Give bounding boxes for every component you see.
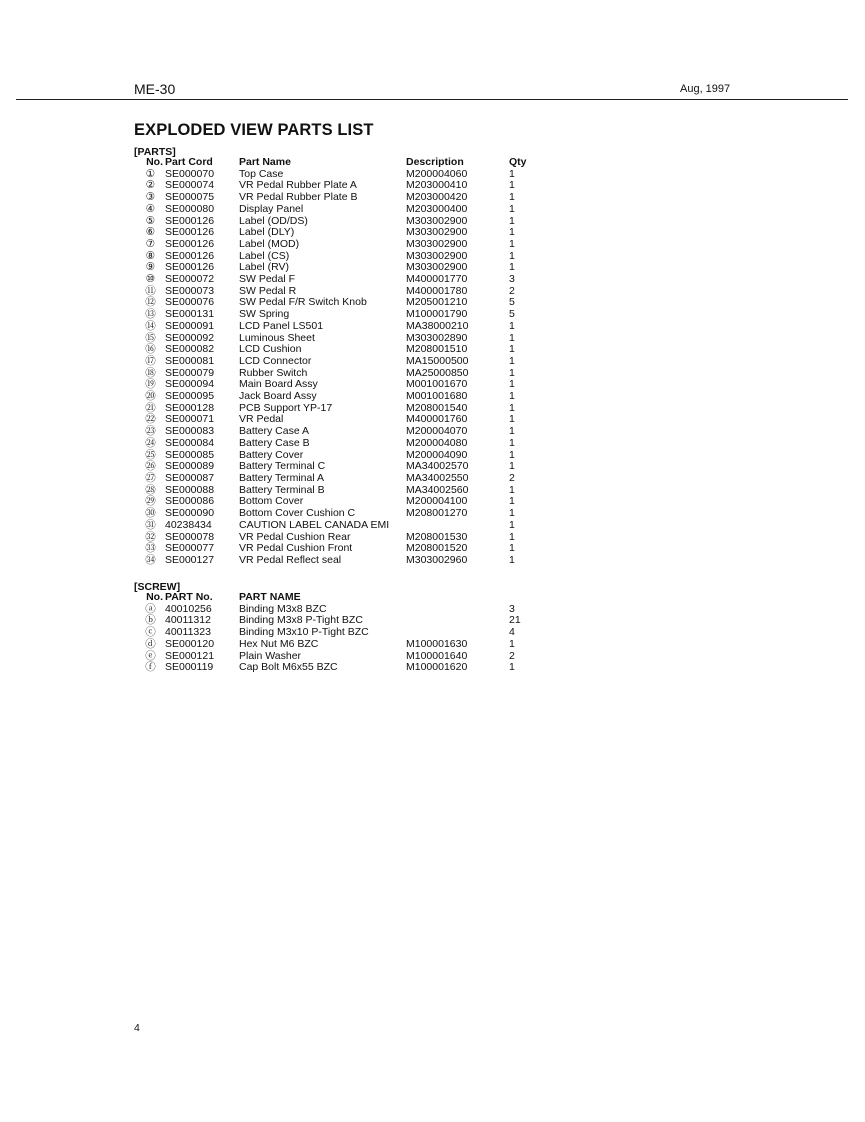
quantity-cell: 1 (509, 354, 515, 367)
item-number-cell: ⓕ (145, 661, 156, 674)
description-cell: M100001630 (406, 637, 468, 650)
item-number-cell: ③ (145, 191, 156, 204)
part-name-cell: CAUTION LABEL CANADA EMI (239, 518, 390, 531)
item-number-cell: ㉞ (145, 553, 156, 566)
part-code-cell: SE000128 (165, 401, 215, 414)
part-code-cell: 40238434 (165, 518, 212, 531)
part-code-cell: SE000088 (165, 483, 215, 496)
quantity-cell: 1 (509, 390, 515, 403)
table-row (136, 473, 549, 485)
part-name-cell: Bottom Cover (239, 495, 304, 508)
quantity-cell: 1 (509, 378, 515, 391)
description-cell (406, 615, 509, 627)
part-name-cell: Binding M3x10 P-Tight BZC (239, 626, 369, 639)
part-name-cell: Battery Terminal A (239, 471, 325, 484)
quantity-cell: 2 (509, 284, 515, 297)
item-number-cell: ⑳ (145, 390, 156, 403)
quantity-cell: 4 (509, 626, 515, 639)
quantity-cell: 1 (509, 495, 515, 508)
quantity-cell: 1 (509, 413, 515, 426)
description-cell: M100001790 (406, 308, 468, 321)
item-number-cell: ⑫ (145, 296, 156, 309)
item-number-cell: ④ (145, 202, 156, 215)
column-header-description (406, 592, 509, 604)
part-code-cell: SE000075 (165, 191, 215, 204)
part-code-cell: SE000094 (165, 378, 215, 391)
part-name-cell: Label (OD/DS) (239, 214, 308, 227)
part-name-cell: Battery Cover (239, 448, 304, 461)
item-number-cell: ㉕ (145, 448, 156, 461)
description-cell: MA15000500 (406, 354, 469, 367)
column-header-part-code: Part Cord (165, 156, 213, 168)
quantity-cell: 1 (509, 436, 515, 449)
description-cell: M303002900 (406, 249, 468, 262)
description-cell: M200004060 (406, 167, 468, 180)
description-cell: M200004090 (406, 448, 468, 461)
part-name-cell: Main Board Assy (239, 378, 318, 391)
item-number-cell: ⑧ (145, 249, 156, 262)
parts-table-header (136, 157, 549, 169)
item-number-cell: ㉙ (145, 495, 156, 508)
document-model: ME-30 (134, 81, 176, 97)
item-number-cell: ⓑ (145, 614, 156, 627)
description-cell: MA38000210 (406, 319, 469, 332)
part-name-cell: Label (CS) (239, 249, 290, 262)
quantity-cell: 1 (509, 542, 515, 555)
part-name-cell: Top Case (239, 167, 284, 180)
table-row (136, 356, 549, 368)
quantity-cell: 21 (509, 614, 521, 627)
part-code-cell: SE000127 (165, 553, 215, 566)
part-code-cell: SE000071 (165, 413, 215, 426)
part-code-cell: SE000080 (165, 202, 215, 215)
part-code-cell: SE000073 (165, 284, 215, 297)
item-number-cell: ⓔ (145, 649, 156, 662)
part-name-cell: Plain Washer (239, 649, 302, 662)
quantity-cell: 5 (509, 296, 515, 309)
header-divider (16, 99, 848, 100)
description-cell: M208001510 (406, 343, 468, 356)
part-code-cell: 40011323 (165, 626, 211, 639)
quantity-cell: 1 (509, 319, 515, 332)
part-code-cell: SE000084 (165, 436, 215, 449)
quantity-cell: 1 (509, 191, 515, 204)
quantity-cell: 1 (509, 249, 515, 262)
item-number-cell: ⑯ (145, 343, 156, 356)
part-name-cell: VR Pedal Cushion Front (239, 542, 353, 555)
item-number-cell: ⑭ (145, 319, 156, 332)
part-code-cell: SE000072 (165, 273, 215, 286)
part-name-cell: Battery Terminal C (239, 460, 326, 473)
description-cell: MA34002560 (406, 483, 469, 496)
quantity-cell: 1 (509, 214, 515, 227)
part-name-cell: Rubber Switch (239, 366, 308, 379)
part-name-cell: VR Pedal Cushion Rear (239, 530, 351, 543)
part-code-cell: SE000126 (165, 226, 215, 239)
item-number-cell: ㉘ (145, 483, 156, 496)
description-cell: M208001270 (406, 507, 468, 520)
part-code-cell: SE000131 (165, 308, 215, 321)
screw-table-header (136, 592, 549, 604)
part-name-cell: LCD Cushion (239, 343, 302, 356)
part-code-cell: SE000120 (165, 637, 215, 650)
item-number-cell: ㉓ (145, 425, 156, 438)
table-row (136, 438, 549, 450)
description-cell: M303002900 (406, 237, 468, 250)
quantity-cell: 5 (509, 308, 515, 321)
quantity-cell: 1 (509, 460, 515, 473)
part-code-cell: SE000119 (165, 661, 214, 674)
part-name-cell: Cap Bolt M6x55 BZC (239, 661, 338, 674)
part-code-cell: SE000081 (165, 354, 215, 367)
part-name-cell: Label (MOD) (239, 237, 300, 250)
item-number-cell: ⑩ (145, 273, 156, 286)
quantity-cell: 1 (509, 401, 515, 414)
quantity-cell: 1 (509, 179, 515, 192)
item-number-cell: ⑤ (145, 214, 156, 227)
description-cell: M200004100 (406, 495, 468, 508)
description-cell: M203000400 (406, 202, 468, 215)
table-row (136, 520, 549, 532)
description-cell: M208001540 (406, 401, 468, 414)
table-row (136, 239, 549, 251)
quantity-cell: 1 (509, 637, 515, 650)
part-name-cell: Label (RV) (239, 261, 289, 274)
description-cell: M001001680 (406, 390, 468, 403)
part-code-cell: 40011312 (165, 614, 211, 627)
table-row (136, 204, 549, 216)
quantity-cell: 1 (509, 366, 515, 379)
part-code-cell: SE000091 (165, 319, 215, 332)
table-row (136, 321, 549, 333)
quantity-cell: 1 (509, 530, 515, 543)
quantity-cell: 1 (509, 661, 515, 674)
description-cell (406, 520, 509, 532)
description-cell: M303002900 (406, 214, 468, 227)
part-name-cell: Luminous Sheet (239, 331, 315, 344)
part-code-cell: SE000076 (165, 296, 215, 309)
item-number-cell: ② (145, 179, 156, 192)
part-name-cell: Battery Terminal B (239, 483, 325, 496)
column-header-qty (509, 592, 549, 604)
page-number: 4 (134, 1022, 140, 1034)
quantity-cell: 1 (509, 483, 515, 496)
column-header-qty: Qty (509, 156, 527, 168)
parts-section-label: [PARTS] (134, 146, 176, 158)
part-name-cell: SW Spring (239, 308, 290, 321)
quantity-cell: 1 (509, 507, 515, 520)
description-cell: M100001640 (406, 649, 468, 662)
item-number-cell: ① (145, 167, 156, 180)
description-cell: M303002900 (406, 226, 468, 239)
description-cell: M400001760 (406, 413, 468, 426)
item-number-cell: ⑰ (145, 354, 156, 367)
quantity-cell: 1 (509, 448, 515, 461)
parts-table (136, 157, 549, 567)
part-code-cell: SE000087 (165, 471, 215, 484)
description-cell: M205001210 (406, 296, 468, 309)
column-header-description: Description (406, 156, 464, 168)
table-row (136, 555, 549, 567)
table-row (136, 662, 549, 674)
item-number-cell: ⑦ (145, 237, 156, 250)
part-code-cell: SE000089 (165, 460, 215, 473)
column-header-no: No. (146, 156, 163, 168)
item-number-cell: ⓓ (145, 637, 156, 650)
column-header-part-no: PART No. (165, 591, 213, 603)
screw-table (136, 592, 549, 674)
item-number-cell: ㉜ (145, 530, 156, 543)
quantity-cell: 1 (509, 553, 515, 566)
table-row (136, 391, 549, 403)
part-code-cell: SE000079 (165, 366, 215, 379)
item-number-cell: ⑬ (145, 308, 156, 321)
part-code-cell: SE000126 (165, 214, 215, 227)
part-name-cell: LCD Panel LS501 (239, 319, 324, 332)
item-number-cell: ㉔ (145, 436, 156, 449)
part-code-cell: SE000086 (165, 495, 215, 508)
description-cell: M100001620 (406, 661, 468, 674)
description-cell: M400001770 (406, 273, 468, 286)
item-number-cell: ㉗ (145, 471, 156, 484)
quantity-cell: 2 (509, 649, 515, 662)
quantity-cell: 1 (509, 518, 515, 531)
part-name-cell: LCD Connector (239, 354, 312, 367)
quantity-cell: 3 (509, 273, 515, 286)
document-date: Aug, 1997 (680, 83, 731, 95)
part-name-cell: Jack Board Assy (239, 390, 317, 403)
part-name-cell: SW Pedal F (239, 273, 296, 286)
screw-section-label: [SCREW] (134, 581, 181, 593)
part-code-cell: SE000082 (165, 343, 215, 356)
item-number-cell: ⑮ (145, 331, 156, 344)
description-cell: MA34002550 (406, 471, 469, 484)
part-name-cell: Hex Nut M6 BZC (239, 637, 319, 650)
item-number-cell: ⑨ (145, 261, 156, 274)
table-row (136, 274, 549, 286)
column-header-part-name: Part Name (239, 156, 291, 168)
part-code-cell: SE000121 (165, 649, 215, 662)
part-name-cell: VR Pedal Rubber Plate A (239, 179, 357, 192)
quantity-cell: 1 (509, 167, 515, 180)
quantity-cell: 1 (509, 261, 515, 274)
page-title: EXPLODED VIEW PARTS LIST (134, 121, 374, 139)
description-cell: M200004070 (406, 425, 468, 438)
part-code-cell: SE000077 (165, 542, 215, 555)
part-code-cell: SE000090 (165, 507, 215, 520)
part-code-cell: SE000092 (165, 331, 215, 344)
part-code-cell: SE000083 (165, 425, 215, 438)
description-cell: M303002890 (406, 331, 468, 344)
item-number-cell: ㉒ (145, 413, 156, 426)
description-cell: M203000420 (406, 191, 468, 204)
table-row (136, 639, 549, 651)
quantity-cell: 1 (509, 331, 515, 344)
quantity-cell: 1 (509, 202, 515, 215)
quantity-cell: 1 (509, 226, 515, 239)
part-name-cell: Binding M3x8 BZC (239, 602, 327, 615)
part-name-cell: SW Pedal F/R Switch Knob (239, 296, 367, 309)
description-cell: M400001780 (406, 284, 468, 297)
quantity-cell: 1 (509, 237, 515, 250)
part-code-cell: SE000078 (165, 530, 215, 543)
description-cell (406, 604, 509, 616)
quantity-cell: 2 (509, 471, 515, 484)
quantity-cell: 3 (509, 602, 515, 615)
item-number-cell: ⓒ (145, 626, 156, 639)
part-name-cell: VR Pedal Reflect seal (239, 553, 342, 566)
description-cell: M208001530 (406, 530, 468, 543)
item-number-cell: ㉛ (145, 518, 156, 531)
part-name-cell: SW Pedal R (239, 284, 297, 297)
part-code-cell: SE000126 (165, 237, 215, 250)
item-number-cell: ㉝ (145, 542, 156, 555)
part-code-cell: SE000074 (165, 179, 215, 192)
part-name-cell: Label (DLY) (239, 226, 295, 239)
item-number-cell: ㉚ (145, 507, 156, 520)
part-code-cell: SE000095 (165, 390, 215, 403)
part-code-cell: SE000085 (165, 448, 215, 461)
part-code-cell: SE000126 (165, 249, 215, 262)
part-name-cell: VR Pedal (239, 413, 284, 426)
item-number-cell: ㉑ (145, 401, 156, 414)
quantity-cell: 1 (509, 425, 515, 438)
quantity-cell: 1 (509, 343, 515, 356)
part-code-cell: SE000126 (165, 261, 215, 274)
description-cell: MA25000850 (406, 366, 469, 379)
item-number-cell: ⑱ (145, 366, 156, 379)
item-number-cell: ㉖ (145, 460, 156, 473)
part-code-cell: 40010256 (165, 602, 212, 615)
part-name-cell: Binding M3x8 P-Tight BZC (239, 614, 363, 627)
description-cell: MA34002570 (406, 460, 469, 473)
description-cell: M208001520 (406, 542, 468, 555)
description-cell: M200004080 (406, 436, 468, 449)
item-number-cell: ⑥ (145, 226, 156, 239)
description-cell: M303002900 (406, 261, 468, 274)
part-name-cell: Bottom Cover Cushion C (239, 507, 356, 520)
description-cell: M203000410 (406, 179, 468, 192)
item-number-cell: ⑪ (145, 284, 156, 297)
column-header-part-name: PART NAME (239, 591, 301, 603)
part-code-cell: SE000070 (165, 167, 215, 180)
part-name-cell: Display Panel (239, 202, 304, 215)
part-name-cell: Battery Case B (239, 436, 310, 449)
description-cell: M001001670 (406, 378, 468, 391)
item-number-cell: ⑲ (145, 378, 156, 391)
part-name-cell: VR Pedal Rubber Plate B (239, 191, 358, 204)
part-name-cell: Battery Case A (239, 425, 310, 438)
description-cell: M303002960 (406, 553, 468, 566)
item-number-cell: ⓐ (145, 602, 156, 615)
part-name-cell: PCB Support YP-17 (239, 401, 333, 414)
column-header-no: No. (146, 591, 163, 603)
